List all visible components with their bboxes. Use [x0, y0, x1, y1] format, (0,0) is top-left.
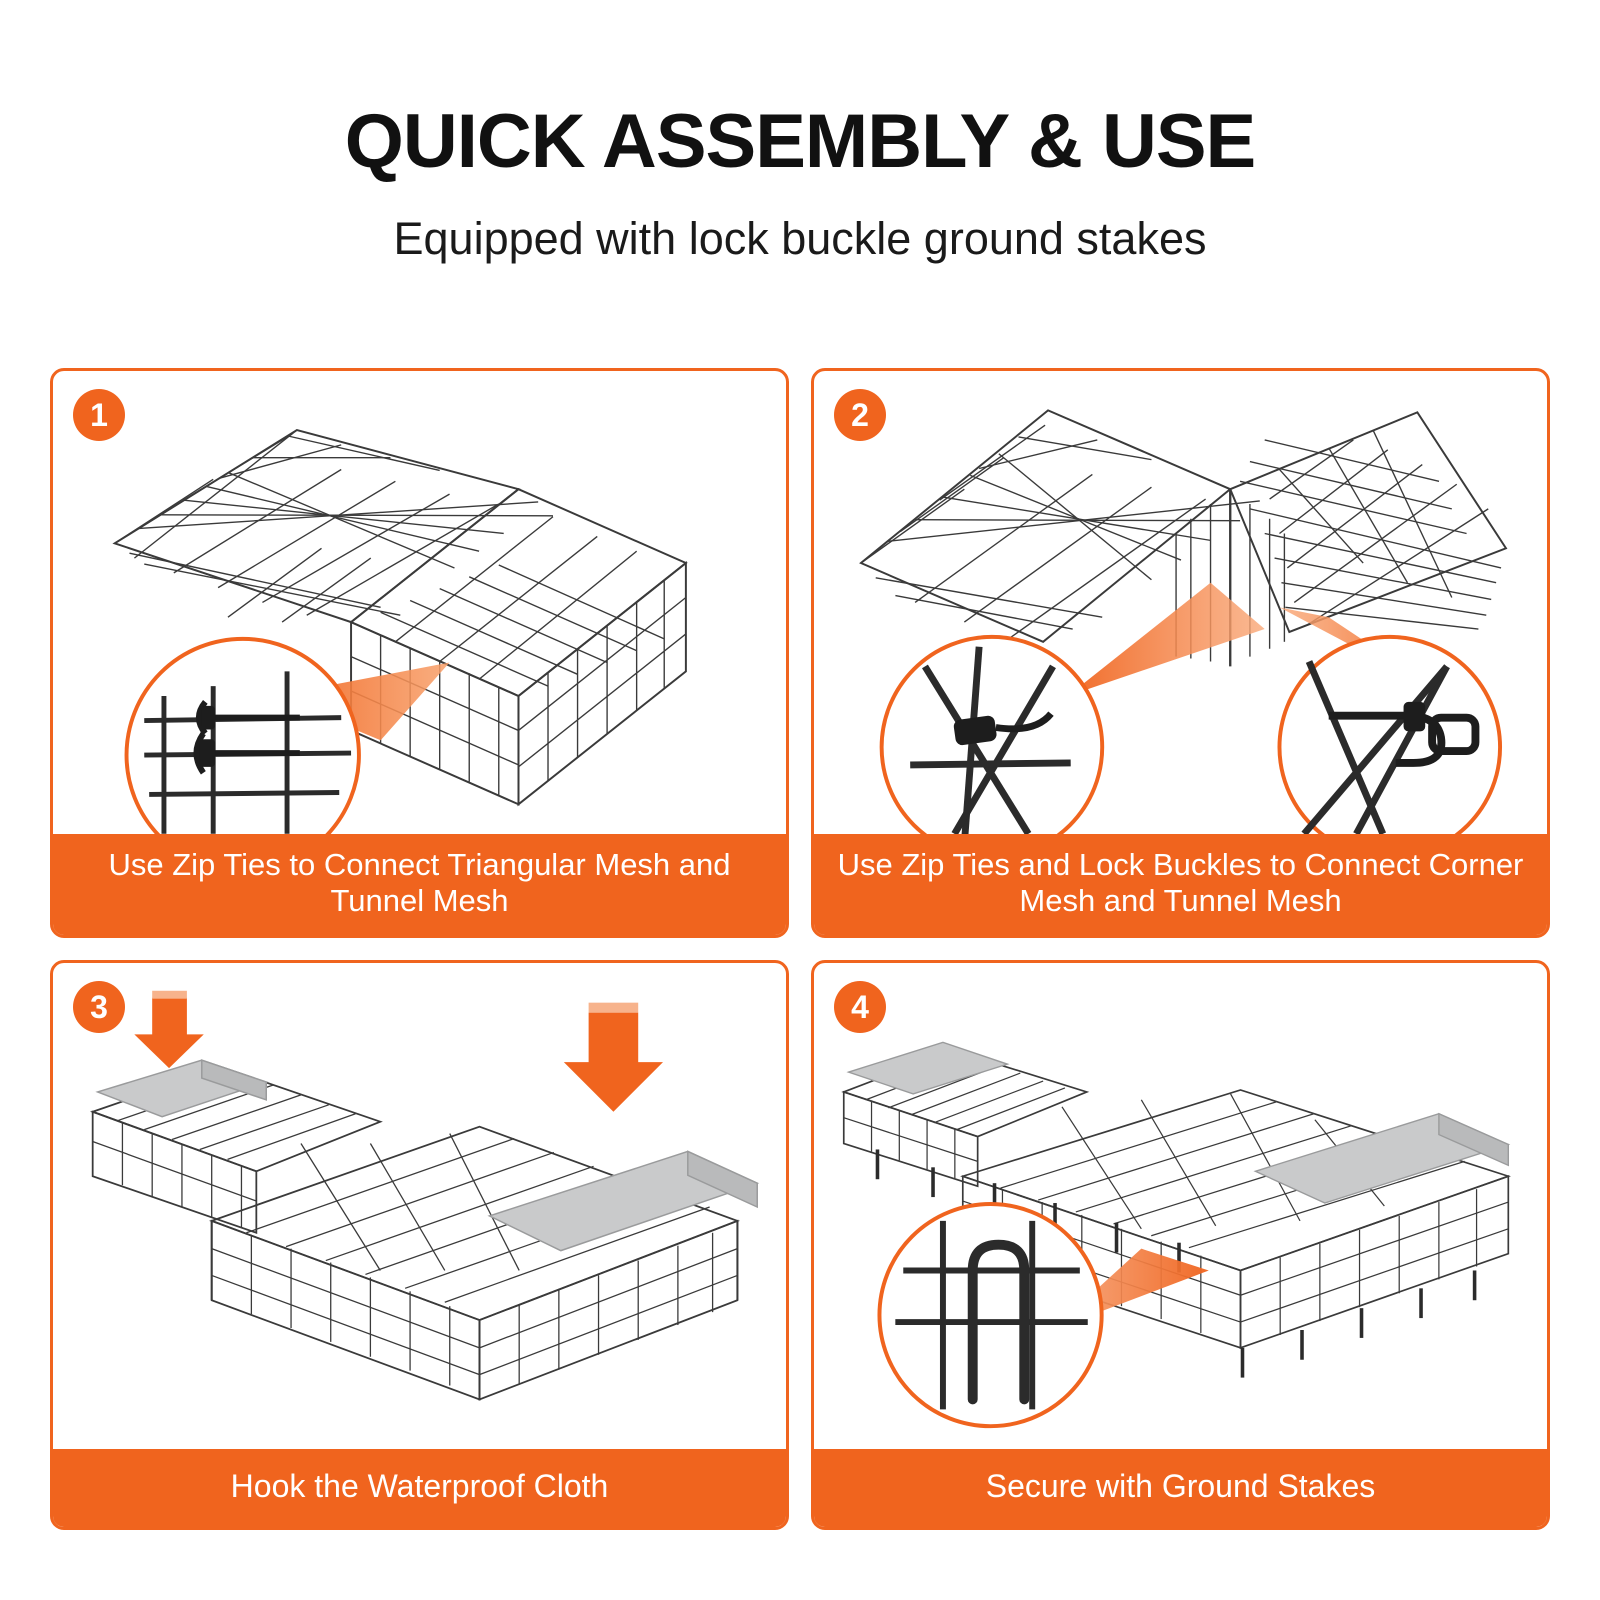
step-caption-3: Hook the Waterproof Cloth: [53, 1449, 786, 1527]
step-card-1: [50, 368, 789, 938]
triangular-and-tunnel-mesh-illustration: [53, 371, 786, 834]
header: [0, 0, 1600, 264]
callout-cone-left: [1068, 583, 1265, 696]
step-number-badge-1: 1: [73, 389, 125, 441]
step-card-2: [811, 368, 1550, 938]
step-2-figure-area: [814, 371, 1547, 834]
assembled-coop-illustration: [814, 963, 1547, 1449]
steps-grid: [50, 368, 1550, 1530]
waterproof-cloth-small-4: [849, 1042, 1008, 1094]
corner-mesh-illustration: [814, 371, 1547, 834]
step-1-figure-area: [53, 371, 786, 834]
step-caption-1: Use Zip Ties to Connect Triangular Mesh and Tunnel Mesh: [53, 834, 786, 935]
step-caption-4: Secure with Ground Stakes: [814, 1449, 1547, 1527]
step-4-figure-area: [814, 963, 1547, 1449]
step-number-badge-3: 3: [73, 981, 125, 1033]
waterproof-cloth-illustration: [53, 963, 786, 1449]
step-caption-2: Use Zip Ties and Lock Buckles to Connect Corner Mesh and Tunnel Mesh: [814, 834, 1547, 935]
step-number-badge-4: 4: [834, 981, 886, 1033]
step-card-4: [811, 960, 1550, 1530]
page-subtitle: Equipped with lock buckle ground stakes: [393, 213, 1207, 264]
step-number-badge-2: 2: [834, 389, 886, 441]
step-card-3: [50, 960, 789, 1530]
page-title: QUICK ASSEMBLY & USE: [344, 99, 1256, 184]
step-3-figure-area: [53, 963, 786, 1449]
